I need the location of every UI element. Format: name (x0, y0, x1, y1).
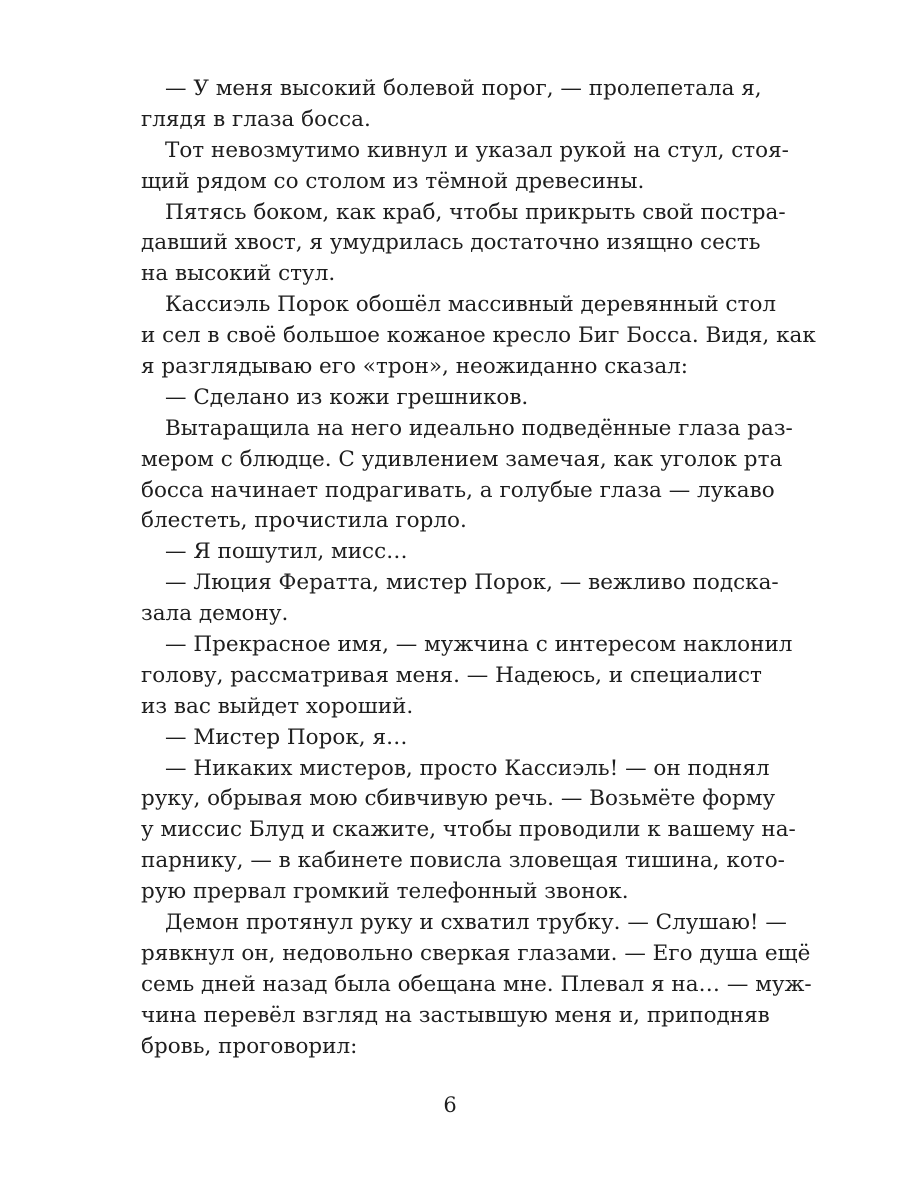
body-text (141, 74, 816, 1063)
text-line: — Я пошутил, мисс… (165, 539, 408, 565)
text-line: — Мистер Порок, я… (165, 724, 408, 750)
text-line: у миссис Блуд и скажите, чтобы проводили к вашему на- (141, 817, 796, 843)
text-line: парнику, — в кабинете повисла зловещая тишина, кото- (141, 848, 785, 874)
text-line: — У меня высокий болевой порог, — пролепетала я, (165, 76, 762, 101)
text-line: глядя в глаза босса. (141, 106, 371, 132)
text-line: щий рядом со столом из тёмной древесины. (141, 168, 645, 194)
text-line: — Прекрасное имя, — мужчина с интересом наклонил (165, 632, 793, 658)
text-line: блестеть, прочистила горло. (141, 508, 467, 534)
text-line: Вытаращила на него идеально подведённые глаза раз- (165, 415, 793, 441)
text-line: Демон протянул руку и схватил трубку. — Слушаю! — (165, 910, 787, 936)
text-line: Тот невозмутимо кивнул и указал рукой на стул, стоя- (165, 137, 789, 163)
text-line: зала демону. (141, 601, 289, 627)
text-line: — Люция Фератта, мистер Порок, — вежливо подска- (165, 570, 779, 596)
text-line: Пятясь боком, как краб, чтобы прикрыть свой постра- (165, 199, 786, 225)
text-line: рую прервал громкий телефонный звонок. (141, 879, 629, 905)
text-line: из вас выйдет хороший. (141, 693, 414, 719)
text-line: Кассиэль Порок обошёл массивный деревянный стол (165, 292, 777, 318)
text-line: босса начинает подрагивать, а голубые глаза — лукаво (141, 477, 775, 503)
text-line: мером с блюдце. С удивлением замечая, как уголок рта (141, 446, 783, 472)
text-line: и сел в своё большое кожаное кресло Биг Босса. Видя, как (141, 323, 816, 349)
page-number: 6 (443, 1093, 457, 1117)
text-line: я разглядываю его «трон», неожиданно сказал: (141, 354, 689, 380)
text-line: — Никаких мистеров, просто Кассиэль! — он поднял (165, 755, 770, 781)
text-line: давший хвост, я умудрилась достаточно изящно сесть (141, 230, 761, 256)
text-line: семь дней назад была обещана мне. Плевал я на… — муж- (141, 971, 812, 997)
text-line: бровь, проговорил: (141, 1033, 358, 1059)
text-line: на высокий стул. (141, 261, 336, 287)
text-line: голову, рассматривая меня. — Надеюсь, и специалист (141, 662, 762, 688)
text-line: рявкнул он, недовольно сверкая глазами. — Его душа ещё (141, 940, 811, 966)
text-line: — Сделано из кожи грешников. (165, 384, 529, 410)
text-line: руку, обрывая мою сбивчивую речь. — Возьмёте форму (141, 786, 776, 812)
text-line: чина перевёл взгляд на застывшую меня и, приподняв (141, 1002, 770, 1028)
